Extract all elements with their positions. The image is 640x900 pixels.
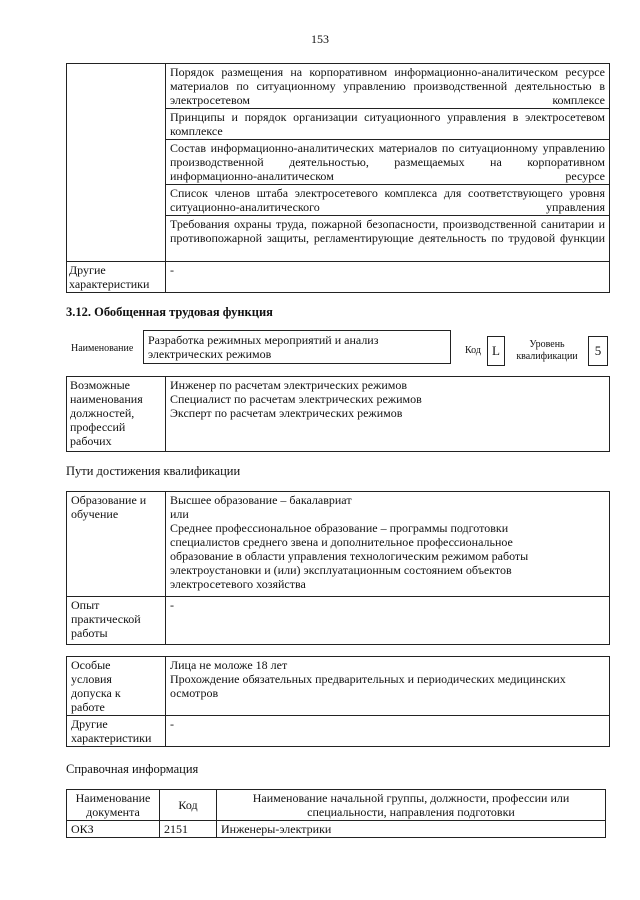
positions-list [166, 377, 610, 452]
code-label: Код [465, 345, 481, 356]
education-label: Образование и обучение [67, 492, 166, 597]
knowledge-item: Состав информационно-аналитических материалов по ситуационному управлению производственной деятельностью, размещаемых на корпоративном информационно-аналитическом ресурсе [166, 140, 610, 185]
other-characteristics-label [67, 262, 166, 293]
section-heading: 3.12. Обобщенная трудовая функция [66, 305, 273, 319]
knowledge-item: Требования охраны труда, пожарной безопасности, производственной санитарии и противопожарной защиты, регламентирующие деятельность по трудовой функции [166, 216, 610, 262]
admission-line: Прохождение обязательных предварительных и периодических медицинских осмотров [170, 672, 566, 700]
label-line: рабочих [70, 434, 112, 448]
positions-table [66, 376, 610, 452]
page-number: 153 [311, 32, 329, 46]
admission-table [66, 656, 610, 747]
function-name: Разработка режимных мероприятий и анализ электрических режимов [148, 333, 379, 361]
reference-heading: Справочная информация [66, 762, 199, 776]
level-box [588, 336, 608, 366]
education-value [166, 492, 610, 597]
code-box [487, 336, 505, 366]
position-item: Эксперт по расчетам электрических режимов [170, 406, 403, 420]
knowledge-table [66, 63, 610, 293]
admission-other-value: - [166, 716, 610, 747]
label-line: должностей, [70, 406, 135, 420]
education-line: или [170, 507, 189, 521]
education-line: Высшее образование – бакалавриат [170, 493, 352, 507]
level-label-line: Уровень [529, 339, 565, 350]
reference-row-document: ОКЗ [67, 821, 160, 838]
reference-row-name: Инженеры-электрики [217, 821, 606, 838]
reference-col-code: Код [160, 790, 217, 821]
level-value: 5 [594, 343, 602, 358]
label-line: профессий [70, 420, 126, 434]
admission-label: Особые условия допуска к работе [67, 657, 166, 716]
table-empty-cell [67, 64, 166, 262]
knowledge-item: Порядок размещения на корпоративном информационно-аналитическом ресурсе материалов по ситуационному управлению производственной деятельностью в электросетевом комплексе [166, 64, 610, 109]
label-line: наименования [70, 392, 143, 406]
label-line: Возможные [70, 378, 130, 392]
position-item: Инженер по расчетам электрических режимов [170, 378, 408, 392]
level-label [511, 339, 583, 363]
position-item: Специалист по расчетам электрических режимов [170, 392, 422, 406]
label-line: Другие [69, 263, 106, 277]
reference-row-code: 2151 [160, 821, 217, 838]
other-characteristics-value: - [166, 262, 610, 293]
level-label-line: квалификации [516, 351, 578, 362]
admission-value [166, 657, 610, 716]
reference-col-document: Наименование документа [67, 790, 160, 821]
education-table [66, 491, 610, 645]
knowledge-item: Список членов штаба электросетевого комплекса для соответствующего уровня ситуационно-аналитического управления [166, 185, 610, 216]
admission-line: Лица не моложе 18 лет [170, 658, 288, 672]
experience-value: - [166, 597, 610, 645]
qualification-paths-heading: Пути достижения квалификации [66, 464, 241, 478]
name-label: Наименование [71, 343, 134, 354]
education-line: Среднее профессиональное образование – программы подготовки специалистов среднего звена и дополнительное профессиональное образование в области управления технологическим режимом работы электроустановки и (или) эксплуатационным состоянием объектов электросетевого хозяйства [170, 521, 529, 591]
positions-label [67, 377, 166, 452]
reference-table [66, 789, 606, 838]
admission-other-label: Другие характеристики [67, 716, 166, 747]
knowledge-item: Принципы и порядок организации ситуационного управления в электросетевом комплексе [166, 109, 610, 140]
reference-col-name: Наименование начальной группы, должности, профессии или специальности, направления подготовки [217, 790, 606, 821]
experience-label: Опыт практической работы [67, 597, 166, 645]
function-name-box [143, 330, 451, 364]
label-line: характеристики [69, 277, 150, 291]
code-value: L [492, 343, 500, 358]
